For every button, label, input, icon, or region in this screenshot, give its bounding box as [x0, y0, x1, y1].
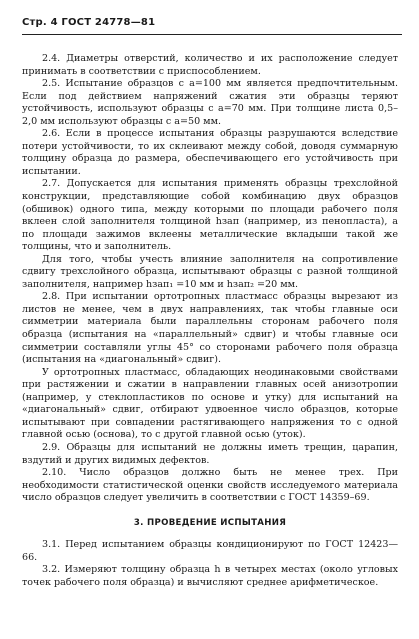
page-header: Стр. 4 ГОСТ 24778—81	[22, 17, 156, 28]
paragraph-2-7-continued: Для того, чтобы учесть влияние заполнителя на сопротивление сдвигу трехслойного образца, испытывают образцы с разной толщиной заполнителя, например hзап₁ =10 мм и hзап₂ =20 мм.	[22, 253, 398, 290]
paragraph-2-8-continued: У ортотропных пластмасс, обладающих неодинаковыми свойствами при растяжении и сжатии в направлении главных осей анизотропии (например, у стеклопластиков по основе и утку) для испытаний на «диагональный» сдвиг, отбирают удвоенное число образцов, которые испытывают при совпадении растягивающего напряжения то с одной главной осью (основа), то с другой главной осью (уток).	[22, 366, 398, 441]
header-rule	[22, 34, 402, 35]
document-body	[22, 53, 398, 589]
paragraph-2-10: 2.10. Число образцов должно быть не менее трех. При необходимости статистической оценки свойств исследуемого материала число образцов следует увеличить в соответствии с ГОСТ 14359–69.	[22, 467, 398, 504]
paragraph-2-4: 2.4. Диаметры отверстий, количество и их расположение следует принимать в соответствии с приспособлением.	[22, 53, 398, 77]
section-title: 3. ПРОВЕДЕНИЕ ИСПЫТАНИЯ	[133, 517, 287, 528]
paragraph-3-2: 3.2. Измеряют толщину образца h в четырех местах (около угловых точек рабочего поля образца) и вычисляют среднее арифметическое.	[22, 564, 398, 588]
paragraph-2-8: 2.8. При испытании ортотропных пластмасс образцы вырезают из листов не менее, чем в двух направлениях, так чтобы главные оси симметрии материала были параллельны сторонам рабочего поля образца (испытания на «параллельный» сдвиг) и чтобы главные оси симметрии составляли углы 45° со сторонами рабочего поля образца (испытания на «диагональный» сдвиг).	[22, 291, 398, 366]
paragraph-2-5: 2.5. Испытание образцов с a=100 мм является предпочтительным. Если под действием напряжений сжатия эти образцы теряют устойчивость, используют образцы с a=70 мм. При толщине листа 0,5–2,0 мм используют образцы с a=50 мм.	[22, 78, 398, 127]
paragraph-2-6: 2.6. Если в процессе испытания образцы разрушаются вследствие потери устойчивости, то их склеивают между собой, доводя суммарную толщину образца до размера, обеспечивающего его устойчивость при испытании.	[22, 128, 398, 177]
paragraph-2-9: 2.9. Образцы для испытаний не должны иметь трещин, царапин, вздутий и других видимых дефектов.	[22, 441, 398, 466]
paragraph-2-7: 2.7. Допускается для испытания применять образцы трехслойной конструкции, представляющие собой комбинацию двух образцов (обшивок) одного типа, между которыми по площади рабочего поля вклеен слой заполнителя толщиной hзап (например, из пенопласта), а по площади зажимов вклеены металлические вкладыши такой же толщины, что и заполнитель.	[22, 178, 398, 253]
paragraph-3-1: 3.1. Перед испытанием образцы кондиционируют по ГОСТ 12423—66.	[22, 539, 398, 563]
